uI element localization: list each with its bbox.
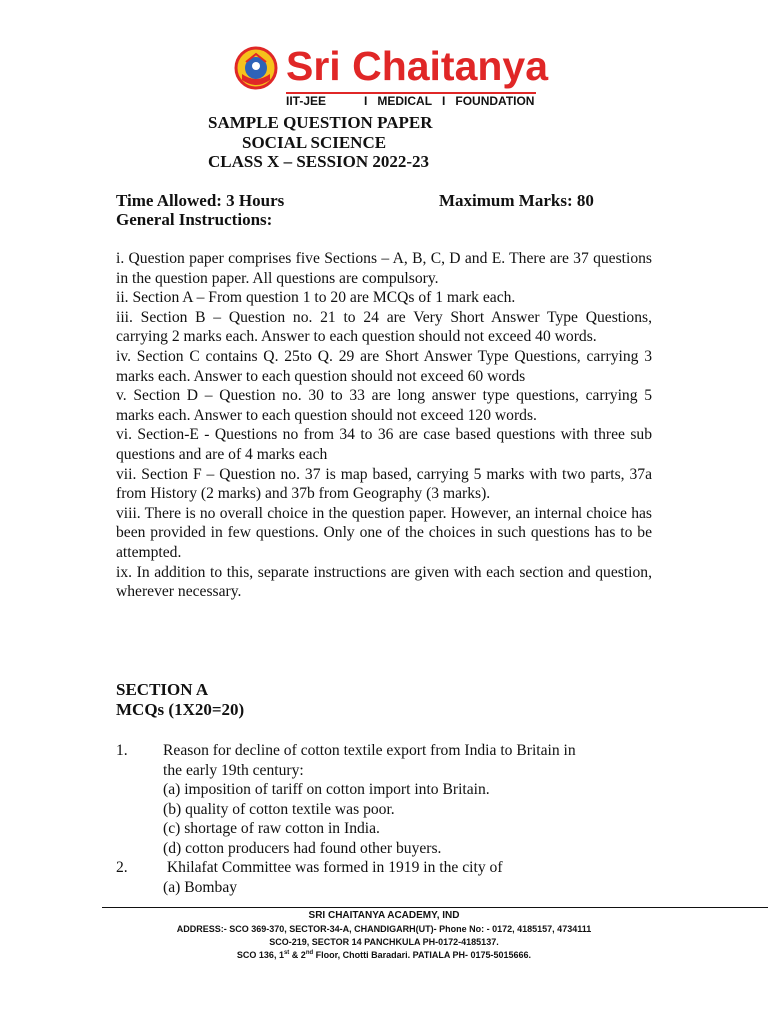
- tagline-foundation: FOUNDATION: [455, 94, 535, 108]
- footer-address-line: ADDRESS:- SCO 369-370, SECTOR-34-A, CHANDIGARH(UT)- Phone No: - 0172, 4185157, 4734111: [176, 924, 592, 934]
- option-a: (a) Bombay: [163, 878, 238, 896]
- option-d: (d) cotton producers had found other buyers.: [163, 839, 442, 857]
- option-b: (b) quality of cotton textile was poor.: [163, 800, 395, 818]
- instruction-item: i. Question paper comprises five Sections – A, B, C, D and E. There are 37 questions in the question paper. All questions are compulsory.: [116, 250, 652, 287]
- option-a: (a) imposition of tariff on cotton import into Britain.: [163, 781, 490, 799]
- instruction-item: viii. There is no overall choice in the question paper. However, an internal choice has been provided in few questions. Only one of the choices in such questions has to be attempted.: [116, 504, 652, 561]
- question-number: 2.: [116, 859, 128, 876]
- instruction-item: iii. Section B – Question no. 21 to 24 are Very Short Answer Type Questions, carrying 2 marks each. Answer to each question should not exceed 40 words.: [116, 308, 652, 346]
- footer-text: SCO 136, 1: [236, 950, 284, 960]
- tagline-medical: MEDICAL: [377, 94, 433, 108]
- footer-address-line: SCO-219, SECTOR 14 PANCHKULA PH-0172-4185137.: [269, 937, 499, 947]
- question-text-line: Reason for decline of cotton textile export from India to Britain in: [163, 742, 576, 759]
- question-text-line: the early 19th century:: [163, 761, 304, 779]
- instruction-item: v. Section D – Question no. 30 to 33 are long answer type questions, carrying 5 marks each. Answer to each question should not exceed 120 words.: [116, 387, 652, 424]
- paper-subject: SOCIAL SCIENCE: [242, 133, 387, 152]
- footer-ordinal: nd: [305, 950, 314, 956]
- footer-text: & 2: [289, 950, 306, 960]
- tagline-separator: I: [442, 94, 446, 108]
- question-body: [163, 858, 653, 897]
- question-text-line: Khilafat Committee was formed in 1919 in the city of: [163, 859, 503, 876]
- paper-title: SAMPLE QUESTION PAPER: [208, 113, 433, 132]
- footer-academy: SRI CHAITANYA ACADEMY, IND: [308, 910, 460, 921]
- brand-tagline: [286, 94, 536, 108]
- sri-chaitanya-emblem-icon: [232, 44, 280, 92]
- footer-divider: [102, 907, 768, 908]
- general-instructions-heading: General Instructions:: [116, 210, 273, 229]
- instruction-item: vi. Section-E - Questions no from 34 to 36 are case based questions with three sub questions and are of 4 marks each: [116, 426, 652, 463]
- footer-ordinal: st: [283, 950, 290, 956]
- instruction-item: ii. Section A – From question 1 to 20 are MCQs of 1 mark each.: [116, 289, 516, 307]
- tagline-separator: I: [364, 94, 368, 108]
- instructions-list: [116, 249, 652, 602]
- time-allowed: Time Allowed: 3 Hours: [116, 191, 285, 210]
- maximum-marks: Maximum Marks: 80: [439, 191, 594, 210]
- question-body: [163, 741, 653, 859]
- instruction-item: vii. Section F – Question no. 37 is map based, carrying 5 marks with two parts, 37a from History (2 marks) and 37b from Geography (3 marks).: [116, 465, 652, 503]
- footer-address-line: [100, 950, 668, 960]
- instruction-item: iv. Section C contains Q. 25to Q. 29 are Short Answer Type Questions, carrying 3 marks each. Answer to each question should not exceed 60 words: [116, 347, 652, 385]
- brand-name: Sri Chaitanya: [286, 43, 549, 89]
- instruction-item: ix. In addition to this, separate instructions are given with each section and question, wherever necessary.: [116, 563, 652, 601]
- question-number: 1.: [116, 742, 128, 759]
- option-c: (c) shortage of raw cotton in India.: [163, 820, 380, 838]
- brand-logo: [232, 40, 549, 112]
- footer-text: Floor, Chotti Baradari. PATIALA PH- 0175-5015666.: [313, 950, 532, 960]
- section-heading: SECTION A: [116, 680, 209, 699]
- tagline-iitjee: IIT-JEE: [286, 94, 327, 108]
- paper-class-session: CLASS X – SESSION 2022-23: [208, 152, 430, 171]
- section-subheading: MCQs (1X20=20): [116, 700, 245, 719]
